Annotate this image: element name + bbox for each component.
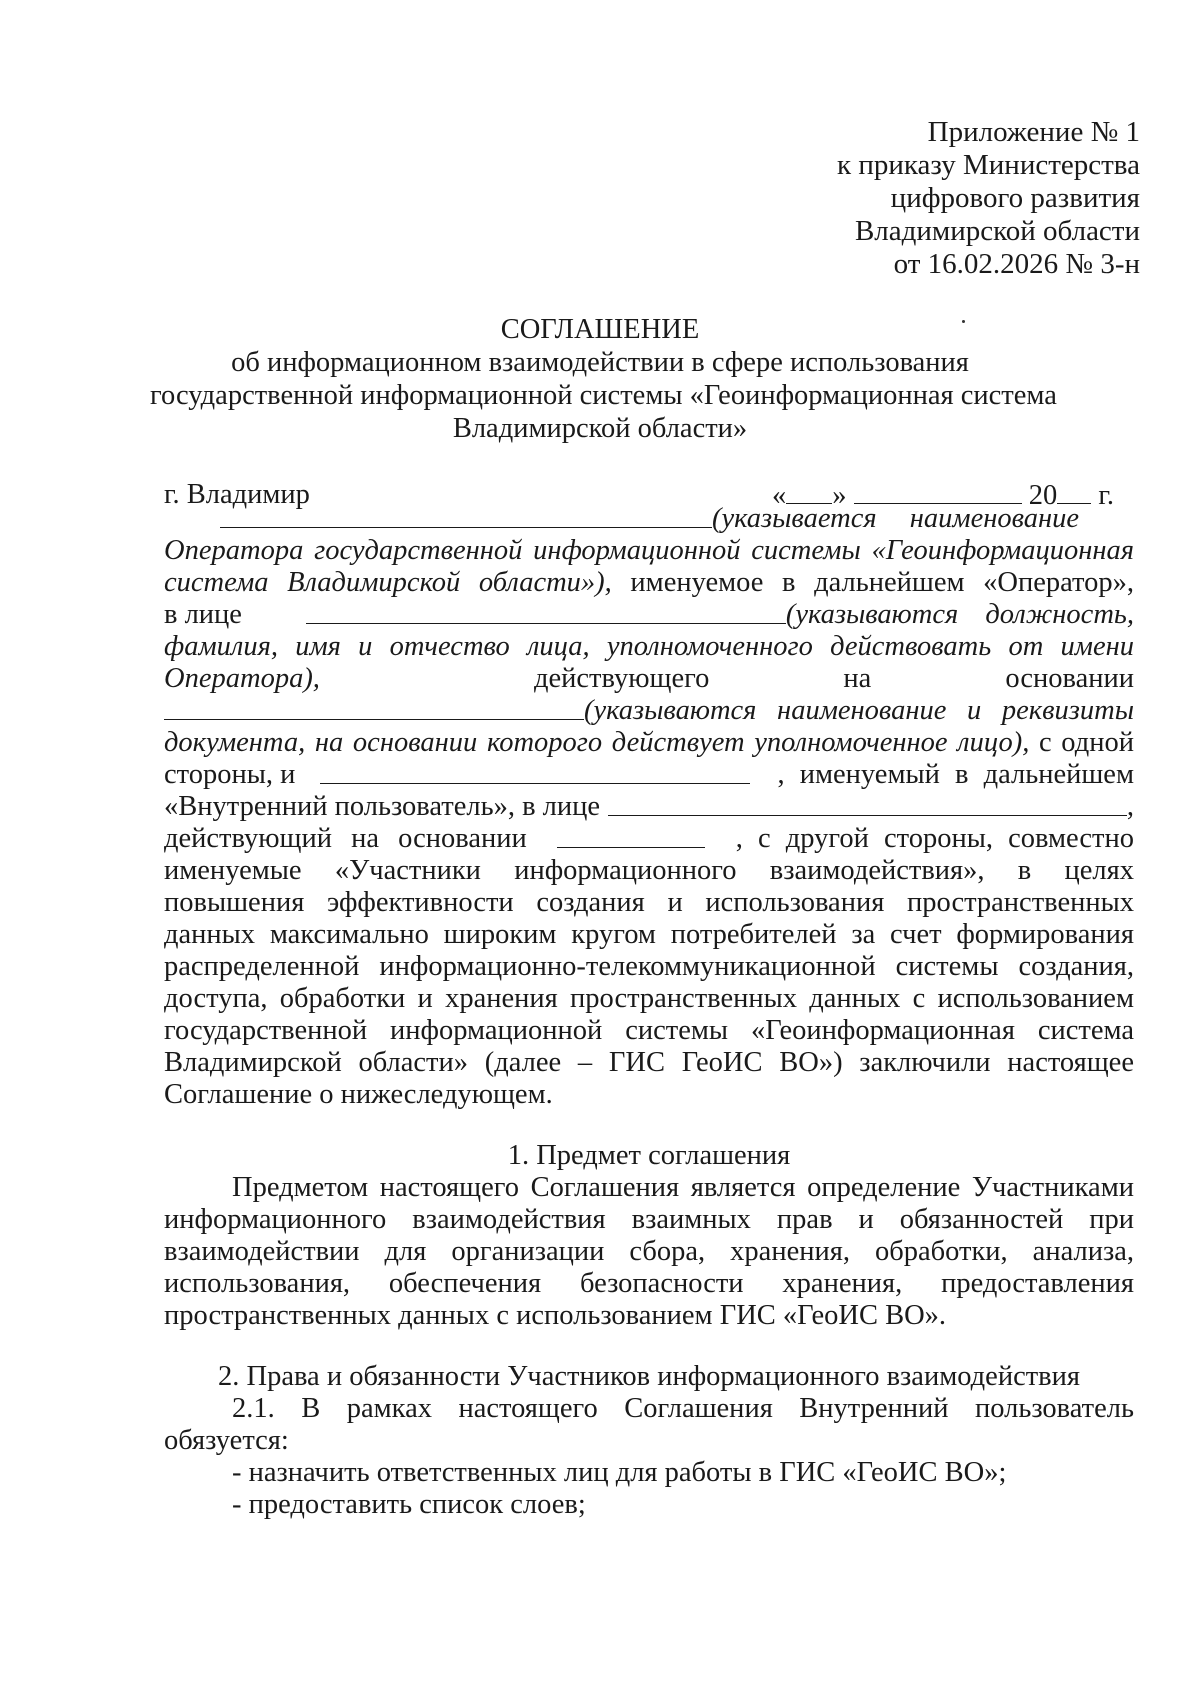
preamble-text: , с другой стороны, совместно <box>735 823 1134 854</box>
internal-user-basis-blank <box>557 823 705 848</box>
preamble-text: именуемое в дальнейшем «Оператор», <box>611 567 1134 598</box>
internal-user-person-blank <box>608 791 1127 816</box>
month-blank <box>854 479 1022 504</box>
preamble-text: на <box>843 663 872 694</box>
preamble-line: доступа, обработки и хранения пространственных данных с использованием <box>164 983 1134 1014</box>
preamble-text: , <box>1126 791 1134 822</box>
preamble-line: распределенной информационно-телекоммуникационной системы создания, <box>164 951 1134 982</box>
hint-text: документа, на основании которого действует уполномоченное лицо), <box>164 727 1030 758</box>
appendix-block <box>700 116 1140 281</box>
appendix-line: Владимирской области <box>854 215 1140 247</box>
operator-name-blank <box>220 503 712 528</box>
preamble-line <box>164 727 1134 759</box>
preamble-line: данных максимально широким кругом потребителей за счет формирования <box>164 919 1134 950</box>
preamble-text: «Внутренний пользователь», в лице <box>164 791 601 822</box>
preamble-line <box>164 695 1134 727</box>
list-item: - предоставить список слоев; <box>232 1489 586 1520</box>
section-line: использования, обеспечения безопасности хранения, предоставления <box>164 1268 1134 1299</box>
preamble-line <box>164 791 1134 823</box>
section-heading: 1. Предмет соглашения <box>507 1140 791 1171</box>
section-line: информационного взаимодействия взаимных прав и обязанностей при <box>164 1204 1134 1235</box>
year-suffix: г. <box>1098 480 1114 511</box>
preamble-line <box>164 663 1134 695</box>
preamble-line <box>164 599 1134 631</box>
preamble-line <box>164 759 1134 791</box>
appendix-line: цифрового развития <box>890 182 1140 214</box>
preamble-text-group <box>534 663 1134 695</box>
hint-text: (указываются должность, <box>785 599 1134 630</box>
operator-person-blank <box>306 599 786 624</box>
preamble-text: с одной <box>1029 727 1134 758</box>
preamble-line <box>164 567 1134 599</box>
preamble-line <box>220 503 1134 535</box>
appendix-line: Приложение № 1 <box>927 116 1140 148</box>
appendix-line: от 16.02.2026 № 3-н <box>893 248 1140 280</box>
preamble-text: действующий на основании <box>164 823 527 854</box>
preamble-text: действующего <box>534 663 710 694</box>
preamble-line: Владимирской области» (далее – ГИС ГеоИС ВО») заключили настоящее <box>164 1047 1134 1078</box>
section-heading: 2. Права и обязанности Участников информационного взаимодействия <box>217 1361 1080 1392</box>
appendix-line: к приказу Министерства <box>837 149 1140 181</box>
date-open-quote: « <box>772 480 787 511</box>
hint-text: (указывается наименование <box>712 503 1080 534</box>
preamble-line: фамилия, имя и отчество лица, уполномоченного действовать от имени <box>164 631 1134 662</box>
title-line: об информационном взаимодействии в сфере использования <box>231 347 969 378</box>
preamble-line: Оператора государственной информационной системы «Геоинформационная <box>164 535 1134 566</box>
hint-text: система Владимирской области»), <box>164 567 612 598</box>
list-item: - назначить ответственных лиц для работы в ГИС «ГеоИС ВО»; <box>232 1457 1007 1488</box>
preamble-line: Соглашение о нижеследующем. <box>164 1079 553 1110</box>
section-line: обязуется: <box>164 1425 289 1456</box>
preamble-text: в лице <box>164 599 242 630</box>
year-prefix: 20 <box>1028 480 1058 511</box>
section-line: Предметом настоящего Соглашения является определение Участниками <box>232 1172 1134 1203</box>
place-of-signing: г. Владимир <box>164 479 310 510</box>
preamble-line: государственной информационной системы «Геоинформационная система <box>164 1015 1134 1046</box>
hint-text: (указываются наименование и реквизиты <box>584 695 1134 726</box>
section-line: взаимодействии для организации сбора, хранения, обработки, анализа, <box>164 1236 1134 1267</box>
hint-text: Оператора), <box>164 663 320 694</box>
section-line: пространственных данных с использованием ГИС «ГеоИС ВО». <box>164 1300 947 1331</box>
section-line: 2.1. В рамках настоящего Соглашения Внутренний пользователь <box>232 1393 1134 1424</box>
operator-document-blank <box>164 695 584 720</box>
preamble-text: основании <box>1005 663 1134 694</box>
preamble-text: , именуемый в дальнейшем <box>777 759 1134 790</box>
day-blank <box>786 479 832 504</box>
title-heading: СОГЛАШЕНИЕ <box>500 314 700 345</box>
document-title <box>150 313 1057 445</box>
preamble-line: повышения эффективности создания и использования пространственных <box>164 887 1134 918</box>
internal-user-name-blank <box>320 759 750 784</box>
preamble-text: стороны, и <box>164 759 296 790</box>
preamble-line: именуемые «Участники информационного взаимодействия», в целях <box>164 855 1134 886</box>
preamble-line <box>164 823 1134 855</box>
year-blank <box>1057 479 1091 504</box>
title-line: Владимирской области» <box>452 413 748 444</box>
title-line: государственной информационной системы «Геоинформационная система <box>150 380 1057 411</box>
date-close-quote: » <box>832 480 847 511</box>
